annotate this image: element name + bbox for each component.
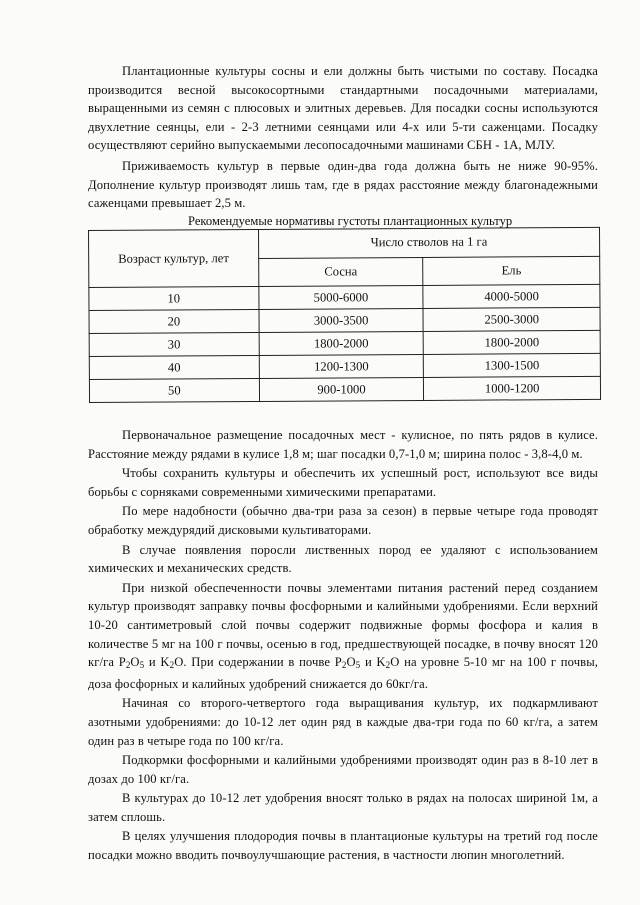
cell-age: 50 (89, 378, 259, 402)
header-spruce: Ель (423, 256, 600, 286)
paragraph-survival-rate: Приживаемость культур в первые один-два года должна быть не ниже 90-95%. Дополнение культур производят лишь там, где в рядах расстояние между благонадежными саженцами превышает 2,5 м. (88, 158, 598, 211)
paragraph-fertilizer-dressing: При низкой обеспеченности почвы элементами питания растений перед созданием культур производят заправку почвы фосфорными и калийными удобрениями. Если верхний 10-20 сантиметровый слой почвы содержит подвижные формы фосфора и калия в количестве 5 мг на 100 г почвы, осенью в год, предшествующей посадке, в почву вносят 120 кг/га $P_2O_5$ и $K_2O$. При содержании в почве $P_2O_5$ и $K_2O$ на уровне 5-10 мг на 100 г почвы, доза фосфорных и калийных удобрений снижается до 60кг/га. (88, 580, 599, 691)
cell-spruce: 1800-2000 (423, 330, 600, 354)
cell-spruce: 2500-3000 (423, 307, 600, 331)
paragraph-cultivation: По мере надобности (обычно два-три раза за сезон) в первые четыре года проводят обработку междурядий дисковыми культиваторами. (88, 504, 598, 537)
cell-pine: 3000-3500 (259, 308, 424, 332)
table-row (89, 376, 600, 402)
table-row (89, 330, 600, 356)
cell-pine: 1200-1300 (259, 354, 424, 378)
density-norms-table (88, 227, 601, 403)
header-stem-count: Число стволов на 1 га (258, 227, 599, 258)
cell-pine: 900-1000 (259, 377, 424, 401)
paragraph-soil-improvement: В целях улучшения плодородия почвы в плантационые культуры на третий год после посадки можно вводить почвоулучшающие растения, в частности люпин многолетний. (88, 829, 598, 863)
cell-age: 10 (89, 286, 259, 310)
header-age: Возраст культур, лет (89, 229, 259, 287)
cell-age: 30 (89, 332, 259, 356)
cell-pine: 5000-6000 (259, 285, 424, 309)
table-header-row (89, 227, 600, 259)
cell-spruce: 1300-1500 (424, 353, 601, 377)
cell-pine: 1800-2000 (259, 331, 424, 355)
table-row (89, 284, 600, 310)
main-body-section (88, 426, 598, 865)
table-row (89, 353, 600, 379)
header-pine: Сосна (258, 257, 423, 287)
paragraph-nitrogen-feeding: Начиная со второго-четвертого года выращивания культур, их подкармливают азотными удобрениями: до 10-12 лет один ряд в каждые два-три года по 60 кг/га, а затем один раз в четыре года по 100 кг/га. (88, 696, 598, 748)
cell-spruce: 1000-1200 (424, 376, 601, 400)
table-row (89, 307, 600, 333)
cell-spruce: 4000-5000 (423, 284, 600, 308)
cell-age: 20 (89, 309, 259, 333)
paragraph-deciduous-removal: В случае появления поросли лиственных пород ее удаляют с использованием химических и механических средств. (88, 542, 598, 576)
intro-section (88, 62, 598, 213)
paragraph-row-application: В культурах до 10-12 лет удобрения вносят только в рядах на полосах шириной 1м, а затем сплошь. (88, 791, 598, 824)
table-caption: Рекомендуемые нормативы густоты плантационных культур (188, 214, 513, 228)
paragraph-placement: Первоначальное размещение посадочных мест - кулисное, по пять рядов в кулисе. Расстояние между рядами в кулисе 1,8 м; шаг посадки 0,7-1,0 м; ширина полос - 3,8-4,0 м. (88, 428, 598, 461)
paragraph-pk-feeding: Подкормки фосфорными и калийными удобрениями производят один раз в 8-10 лет в дозах до 100 кг/га. (88, 753, 598, 786)
paragraph-weed-control: Чтобы сохранить культуры и обеспечить их успешный рост, используют все виды борьбы с сорняками современными химическими препаратами. (88, 466, 598, 499)
cell-age: 40 (89, 355, 259, 379)
paragraph-plantation-composition: Плантационные культуры сосны и ели должны быть чистыми по составу. Посадка производится весной высокосортными стандартными посадочными материалами, выращенными из семян с плюсовых и элитных деревьев. Для посадки сосны используются двухлетние сеянцы, ели - 2-3 летними сеянцами или 4-х или 5-ти саженцами. Посадку осуществляют серийно выпускаемыми лесопосадочными машинами СБН - 1А, МЛУ. (88, 64, 598, 153)
